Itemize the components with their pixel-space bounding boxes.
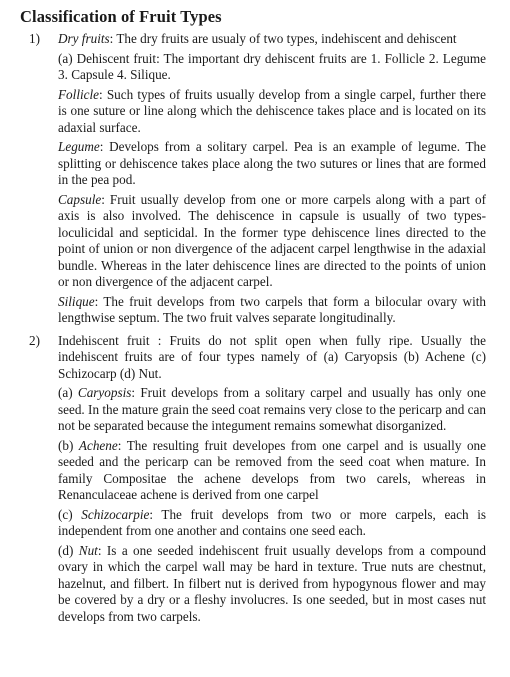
paragraph-term: Follicle [58, 86, 100, 102]
paragraph-text: : Fruit develops from a solitary carpel and usually has only one seed. In the mature grain the seed coat remains very close to the pericarp and can not be separated because the integument remains somewhat disorganized. [58, 385, 486, 433]
paragraph-text: : The fruit develops from two carpels that form a bilocular ovary with lengthwise septum. The two fruit valves separate longitudinally. [58, 293, 486, 325]
paragraph-achene [58, 438, 486, 504]
paragraph-text: : The resulting fruit developes from one carpel and is usually one seeded and the pericarp can be removed from the seed coat when mature. In family Compositae the achene develops from two carels, whereas in Renanculaceae achene is derived from one carpel [58, 437, 486, 502]
paragraph-capsule [58, 192, 486, 291]
paragraph-prefix: (c) [58, 506, 82, 522]
paragraph-silique [58, 294, 486, 327]
paragraph-text: (a) Dehiscent fruit: The important dry dehiscent fruits are 1. Follicle 2. Legume 3. Capsule 4. Silique. [58, 50, 486, 82]
paragraph-term: Schizocarpie [81, 506, 150, 522]
paragraph-prefix: (a) [58, 385, 78, 400]
section-indehiscent-fruits [20, 333, 500, 626]
section-intro [58, 333, 486, 383]
paragraph-term: Nut [78, 542, 98, 558]
paragraph-follicle [58, 87, 486, 137]
paragraph-caryopsis [58, 385, 486, 435]
paragraph-text: : The fruit develops from two or more carpels, each is independent from one another and contains one seed each. [58, 506, 486, 538]
paragraph-dehiscent-fruit [58, 51, 486, 84]
intro-term: Dry fruits [58, 31, 110, 46]
paragraph-term: Achene [78, 437, 118, 453]
section-number: 1) [29, 31, 40, 46]
paragraph-text: : Such types of fruits usually develop from a single carpel, further there is one suture or line along which the dehiscence takes place and is located on its adaxial surface. [58, 86, 486, 135]
paragraph-text: : Fruit usually develop from one or more carpels along with a part of axis is also involved. The dehiscence in capsule is usually of two types- loculicidal and septicidal. In the former type dehiscence lines directed to the point of union or non divergence of the adjacent carpel lengthwise in the adaxial bundle. Whereas in the later dehiscence lines are directed to the points of union or non divergence of the adjacent carpel. [58, 191, 486, 289]
paragraph-term: Legume [58, 139, 100, 154]
intro-text: : The dry fruits are usualy of two types, indehiscent and dehiscent [109, 31, 457, 46]
section-dry-fruits [20, 31, 500, 327]
paragraph-schizocarpie [58, 507, 486, 540]
paragraph-text: : Is a one seeded indehiscent fruit usually develops from a compound ovary in which the carpel wall may be hard in texture. True nuts are chestnut, hazelnut, and filbert. In filbert nut is derived from hypogynous flower and may be covered by a dry or a fleshy involucres. Is one seeded, but in most cases nut develops from two carpels. [58, 542, 486, 624]
paragraph-text: : Develops from a solitary carpel. Pea is an example of legume. The splitting or dehiscence takes place along the two sutures or lines that are formed in the pea pod. [58, 139, 486, 187]
intro-text: Indehiscent fruit : Fruits do not split open when fully ripe. Usually the indehiscent fruits are of four types namely of (a) Caryopsis (b) Achene (c) Schizocarp (d) Nut. [58, 332, 486, 381]
section-intro [58, 31, 486, 48]
paragraph-prefix: (b) [58, 437, 79, 453]
paragraph-term: Silique [58, 293, 95, 309]
paragraph-nut [58, 543, 486, 626]
paragraph-prefix: (d) [58, 542, 79, 558]
paragraph-legume [58, 139, 486, 189]
paragraph-term: Caryopsis [77, 385, 132, 400]
paragraph-term: Capsule [58, 191, 102, 207]
page-title: Classification of Fruit Types [20, 7, 222, 26]
section-number: 2) [29, 332, 40, 348]
